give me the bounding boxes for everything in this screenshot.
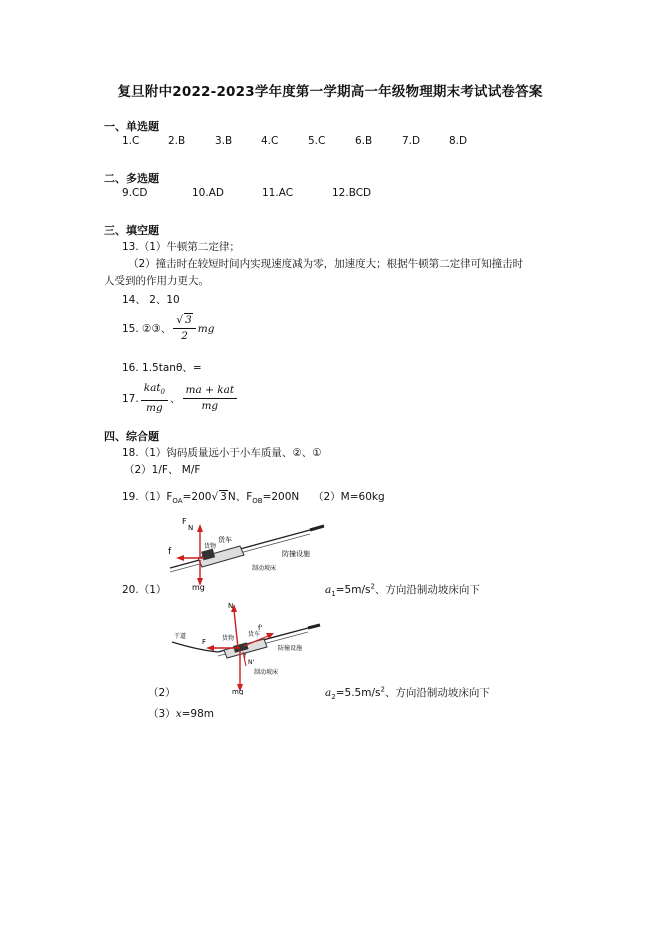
answer-17-frac1-subscript: 0 <box>160 388 166 397</box>
fig2-label-slope: 制动坡床 <box>254 669 279 676</box>
answer-20-part2-value: =5.5m/s <box>335 687 381 699</box>
answer-14: 14、 2、10 <box>122 294 180 306</box>
answer-2: 2.B <box>168 135 186 147</box>
answer-20-part1-value: =5m/s <box>335 584 371 596</box>
answer-19-text-b: =200 <box>182 491 212 503</box>
answer-18-line2: （2）1/F、 M/F <box>124 464 201 476</box>
incline-surface <box>170 526 324 572</box>
fig2-label-road: 干道 <box>174 633 187 640</box>
fig2-label-truck: 货车 <box>248 631 261 638</box>
section-heading-comprehensive: 四、综合题 <box>104 430 159 443</box>
answer-7: 7.D <box>402 135 421 147</box>
answer-15-radicand: 3 <box>185 314 192 326</box>
answer-20-part3-value: =98m <box>181 708 214 720</box>
fig1-label-N: N <box>188 524 194 532</box>
answer-5: 5.C <box>308 135 326 147</box>
answer-17 <box>122 382 239 415</box>
answer-15-denominator: 2 <box>181 330 188 342</box>
section-heading-fill-blank: 三、填空题 <box>104 224 159 237</box>
answer-17-fraction-2 <box>183 384 238 413</box>
answer-19-part2: （2）M=60kg <box>313 491 385 503</box>
fig2-label-N-prime: N' <box>248 659 255 666</box>
fig1-label-barrier: 防撞设施 <box>282 550 310 558</box>
answer-20-part1-tail: 、方向沿制动坡床向下 <box>374 584 480 596</box>
answer-19-sub-ob: OB <box>252 497 263 506</box>
answer-17-frac1-denominator: mg <box>146 402 163 415</box>
answer-13-line2: （2）撞击时在较短时间内实现速度减为零，加速度大；根据牛顿第二定律可知撞击时 <box>128 258 524 270</box>
fig1-label-truck: 货车 <box>218 536 232 544</box>
answer-20-part3 <box>148 706 214 721</box>
force-diagram-1 <box>160 510 330 592</box>
answer-3: 3.B <box>215 135 233 147</box>
answer-19 <box>122 489 299 505</box>
fig1-label-cargo: 货物 <box>204 543 217 550</box>
section-heading-multiple-choice: 二、多选题 <box>104 172 159 185</box>
answer-17-frac1-numerator: kat <box>143 382 161 394</box>
answer-12: 12.BCD <box>332 187 372 199</box>
answer-8: 8.D <box>449 135 468 147</box>
answer-15-suffix: mg <box>197 322 215 335</box>
fig1-label-f: f <box>168 547 172 557</box>
answer-11: 11.AC <box>262 187 294 199</box>
answer-20-part2-var: a <box>325 687 332 699</box>
answer-18-line1: 18.（1）钩码质量远小于小车质量、②、① <box>122 447 322 459</box>
answer-17-frac2-denominator: mg <box>201 400 219 413</box>
fig1-label-slope: 制动坡床 <box>252 565 277 572</box>
answer-10: 10.AD <box>192 187 224 199</box>
fig1-label-F: F <box>182 517 187 526</box>
answer-13-line1: 13.（1）牛顿第二定律； <box>122 241 240 253</box>
answer-20-part1-sub: 1 <box>331 590 336 599</box>
answer-4: 4.C <box>261 135 279 147</box>
answer-1: 1.C <box>122 135 140 147</box>
page-title: 复旦附中2022-2023学年度第一学期高一年级物理期末考试试卷答案 <box>117 84 543 100</box>
fig2-label-cargo: 货物 <box>222 635 235 642</box>
answer-15 <box>122 314 214 343</box>
answer-20-part2 <box>325 685 490 701</box>
normal-force-arrow-2 <box>234 610 238 648</box>
answer-17-prefix: 17. <box>122 392 139 405</box>
answer-20-label-1: 20.（1） <box>122 584 167 596</box>
answer-17-frac2-numerator: ma + kat <box>183 384 238 399</box>
answer-9: 9.CD <box>122 187 148 199</box>
answer-20-part2-sup: 2 <box>380 685 385 694</box>
answer-19-text-a: 19.（1）F <box>122 491 173 503</box>
answer-20-label-2: （2） <box>148 687 176 699</box>
answer-20-part1 <box>325 582 480 598</box>
answer-19-text-d: =200N <box>262 491 300 503</box>
fig2-label-N: N <box>228 602 234 610</box>
answer-19-sub-oa: OA <box>172 497 183 506</box>
answer-20-part2-sub: 2 <box>331 693 336 702</box>
fig2-label-f-prime: f' <box>258 624 263 632</box>
answer-17-separator: 、 <box>170 393 181 406</box>
sqrt-symbol: √ <box>211 491 219 503</box>
answer-20-part1-var: a <box>325 584 332 596</box>
answer-15-fraction: $\frac{√ 3}{2}$ <box>173 314 195 343</box>
answer-20-part3-var: x <box>175 708 182 720</box>
answer-6: 6.B <box>355 135 373 147</box>
force-diagram-2 <box>168 600 328 695</box>
answer-13-line3: 人受到的作用力更大。 <box>104 275 209 287</box>
fig2-label-mg: mg <box>232 688 244 695</box>
answer-20-part2-tail: 、方向沿制动坡床向下 <box>384 687 490 699</box>
fig2-label-f: f <box>244 653 247 660</box>
answer-17-fraction-1 <box>141 382 168 415</box>
answer-20-part1-sup: 2 <box>370 582 375 591</box>
answer-19-text-c: N、F <box>227 491 253 503</box>
fig2-label-F: F <box>202 638 207 646</box>
answer-19-radicand: 3 <box>220 491 227 503</box>
answer-16: 16. 1.5tanθ、= <box>122 362 202 374</box>
answer-20-label-3: （3） <box>148 708 176 720</box>
section-heading-single-choice: 一、单选题 <box>104 120 159 133</box>
fig1-label-mg: mg <box>192 583 205 592</box>
answer-15-prefix: 15. ②③、 <box>122 323 172 335</box>
fig2-label-barrier: 防撞设施 <box>278 645 303 652</box>
